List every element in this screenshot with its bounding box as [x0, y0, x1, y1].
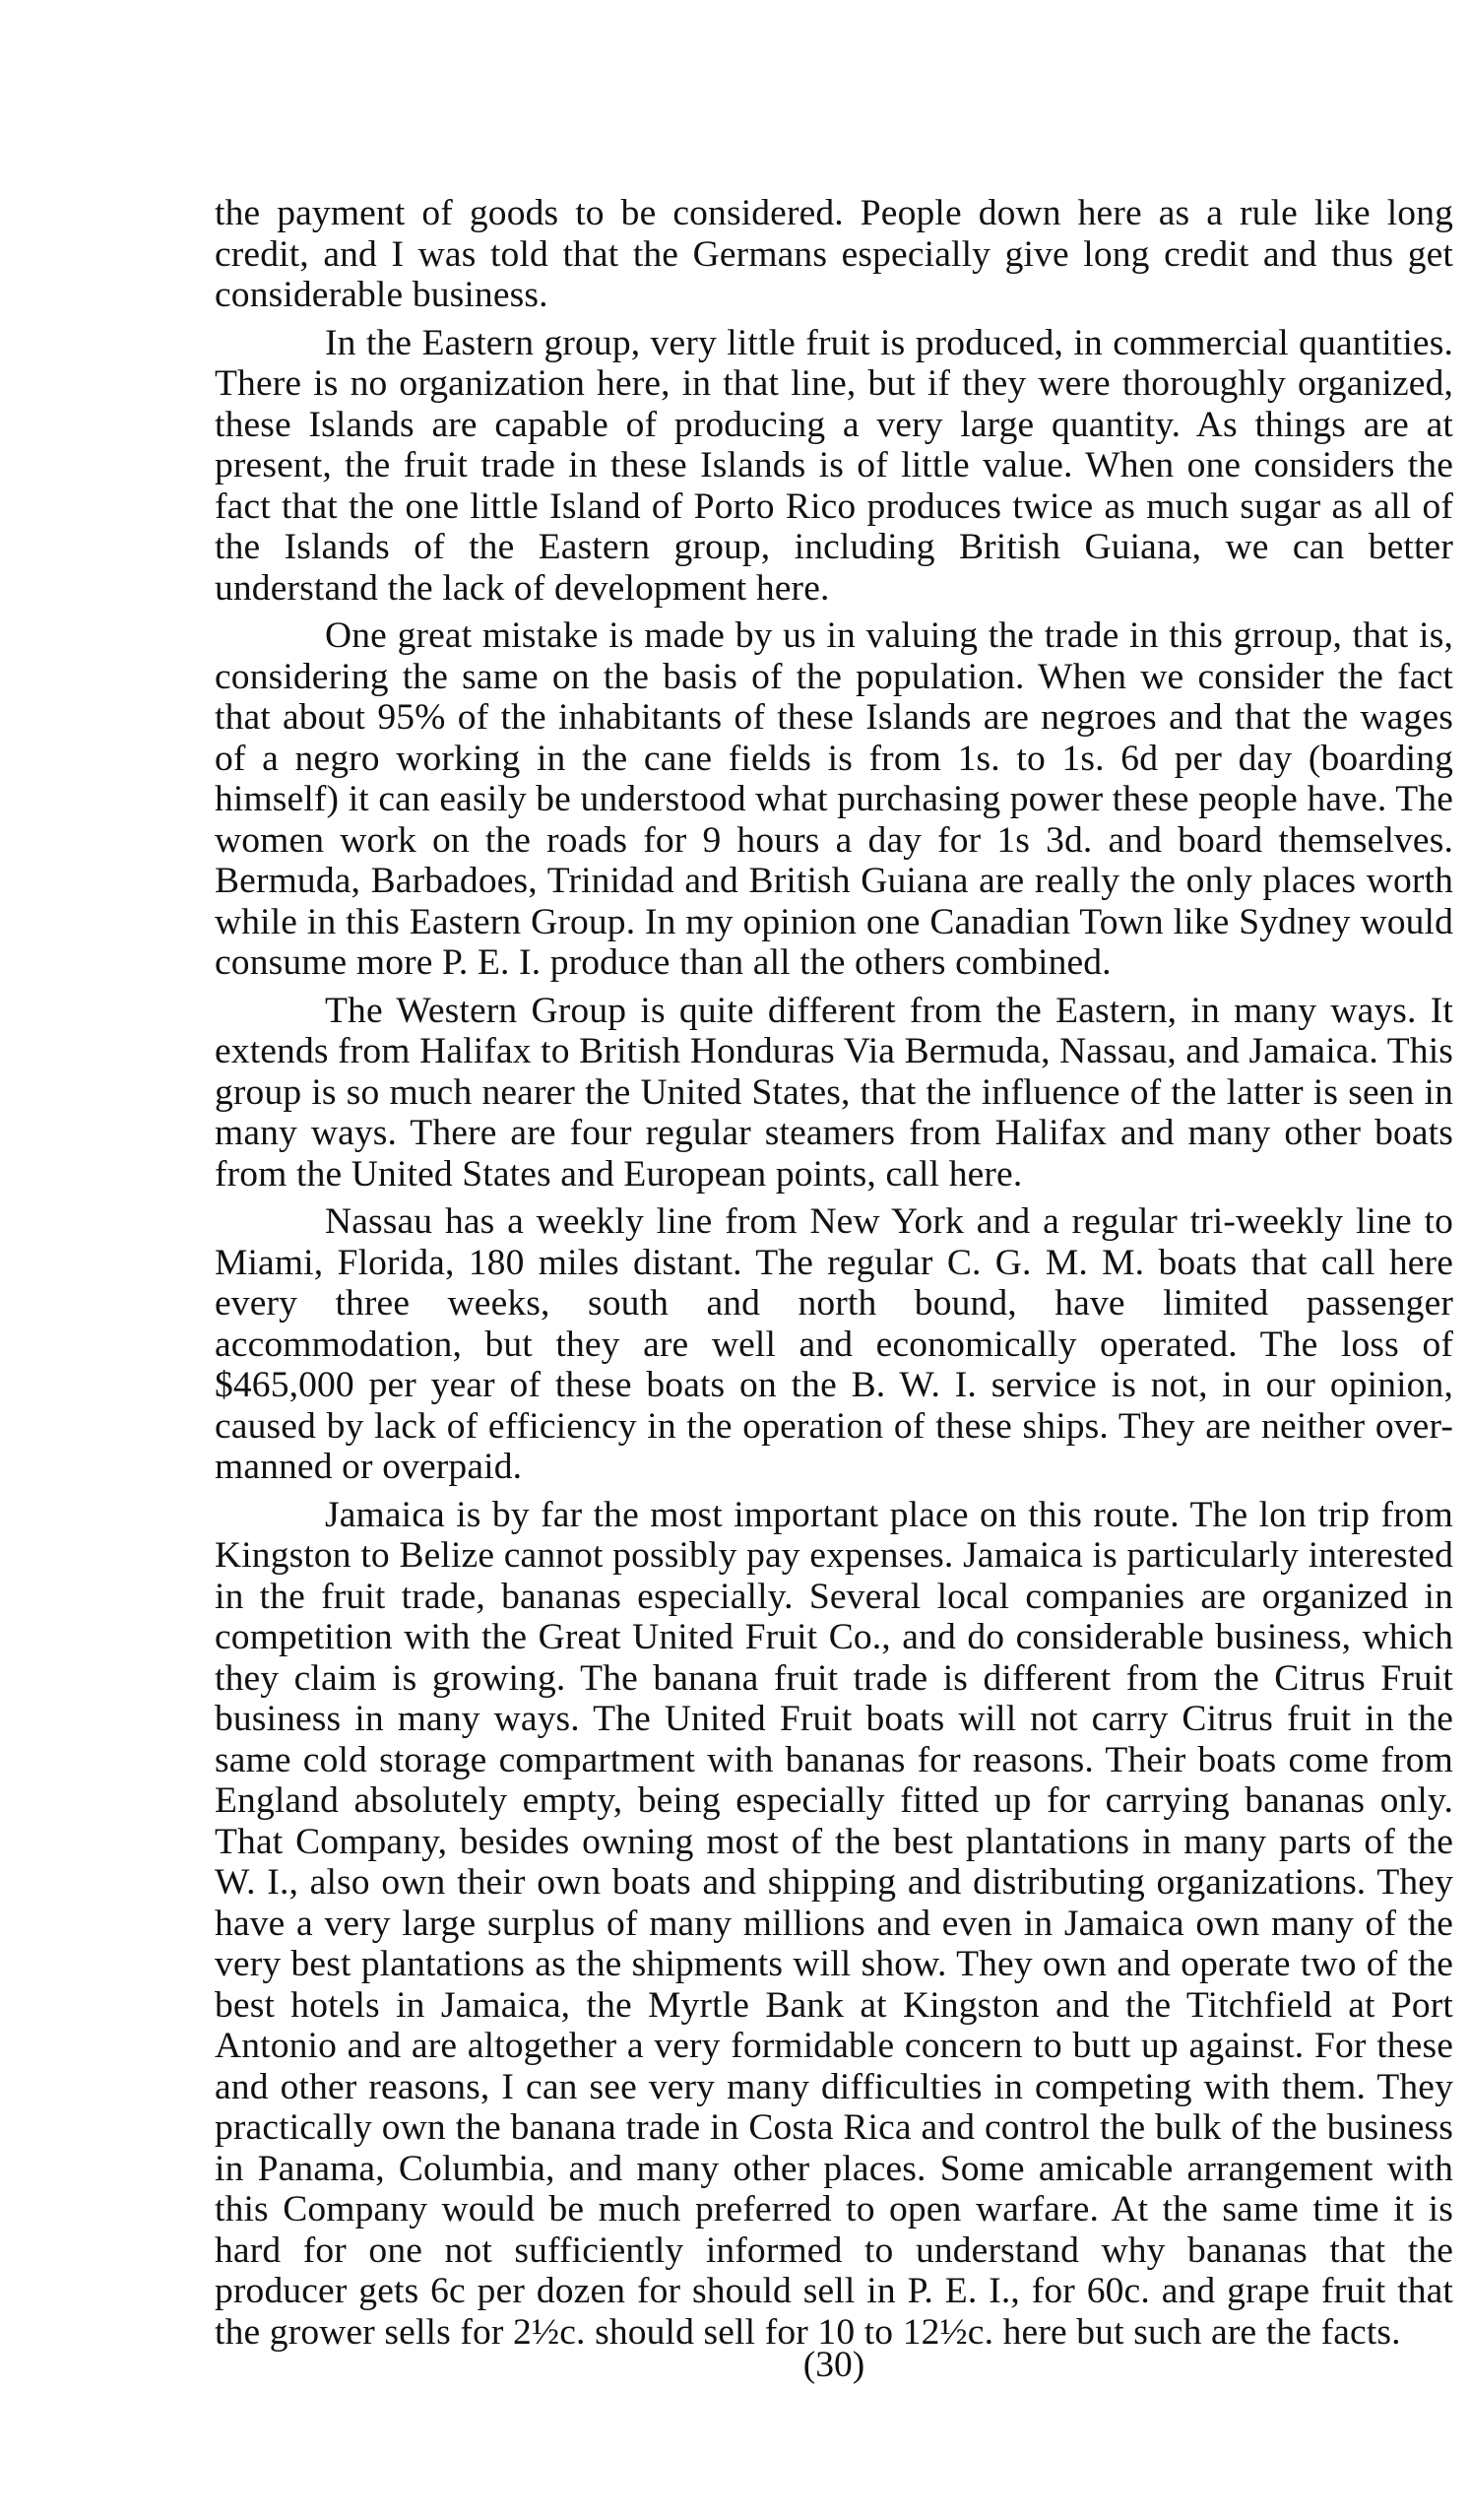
page-number: (30): [802, 2345, 865, 2385]
paragraph-nassau: Nassau has a weekly line from New York and a regular tri-weekly line to Miami, Florida, 180 miles distant. The regular C. G. M. M. boats that call here every three weeks, south and north bound, have limited passenger accommodation, but they are well and economically operated. The loss of $465,000 per year of these boats on the B. W. I. service is not, in our opinion, caused by lack of efficiency in the operation of these ships. They are neither over-manned or overpaid.: [215, 1201, 1453, 1487]
document-body: [215, 193, 1453, 2359]
paragraph-population-mistake: One great mistake is made by us in valuing the trade in this grroup, that is, considering the same on the basis of the population. When we consider the fact that about 95% of the inhabitants of these Islands are negroes and that the wages of a negro working in the cane fields is from 1s. to 1s. 6d per day (boarding himself) it can easily be understood what purchasing power these people have. The women work on the roads for 9 hours a day for 1s 3d. and board themselves. Bermuda, Barbadoes, Trinidad and British Guiana are really the only places worth while in this Eastern Group. In my opinion one Canadian Town like Sydney would consume more P. E. I. produce than all the others combined.: [215, 615, 1453, 983]
paragraph-payment-continuation: the payment of goods to be considered. People down here as a rule like long credit, and I was told that the Germans especially give long credit and thus get considerable business.: [215, 193, 1453, 315]
paragraph-jamaica: Jamaica is by far the most important place on this route. The lon trip from Kingston to Belize cannot possibly pay expenses. Jamaica is particularly interested in the fruit trade, bananas especially. Several local companies are organized in competition with the Great United Fruit Co., and do considerable business, which they claim is growing. The banana fruit trade is different from the Citrus Fruit business in many ways. The United Fruit boats will not carry Citrus fruit in the same cold storage compartment with bananas for reasons. Their boats come from England absolutely empty, being especially fitted up for carrying bananas only. That Company, besides owning most of the best plantations in many parts of the W. I., also own their own boats and shipping and distributing organizations. They have a very large surplus of many millions and even in Jamaica own many of the very best plantations as the shipments will show. They own and operate two of the best hotels in Jamaica, the Myrtle Bank at Kingston and the Titchfield at Port Antonio and are altogether a very formidable concern to butt up against. For these and other reasons, I can see very many difficulties in competing with them. They practically own the banana trade in Costa Rica and control the bulk of the business in Panama, Columbia, and many other places. Some amicable arrangement with this Company would be much preferred to open warfare. At the same time it is hard for one not sufficiently informed to understand why bananas that the producer gets 6c per dozen for should sell in P. E. I., for 60c. and grape fruit that the grower sells for 2½c. should sell for 10 to 12½c. here but such are the facts.: [215, 1494, 1453, 2353]
paragraph-western-group: The Western Group is quite different from the Eastern, in many ways. It extends from Halifax to British Honduras Via Bermuda, Nassau, and Jamaica. This group is so much nearer the United States, that the influence of the latter is seen in many ways. There are four regular steamers from Halifax and many other boats from the United States and European points, call here.: [215, 990, 1453, 1195]
paragraph-eastern-group-fruit: In the Eastern group, very little fruit is produced, in commercial quantities. There is no organization here, in that line, but if they were thoroughly organized, these Islands are capable of producing a very large quantity. As things are at present, the fruit trade in these Islands is of little value. When one considers the fact that the one little Island of Porto Rico produces twice as much sugar as all of the Islands of the Eastern group, including British Guiana, we can better understand the lack of development here.: [215, 322, 1453, 609]
